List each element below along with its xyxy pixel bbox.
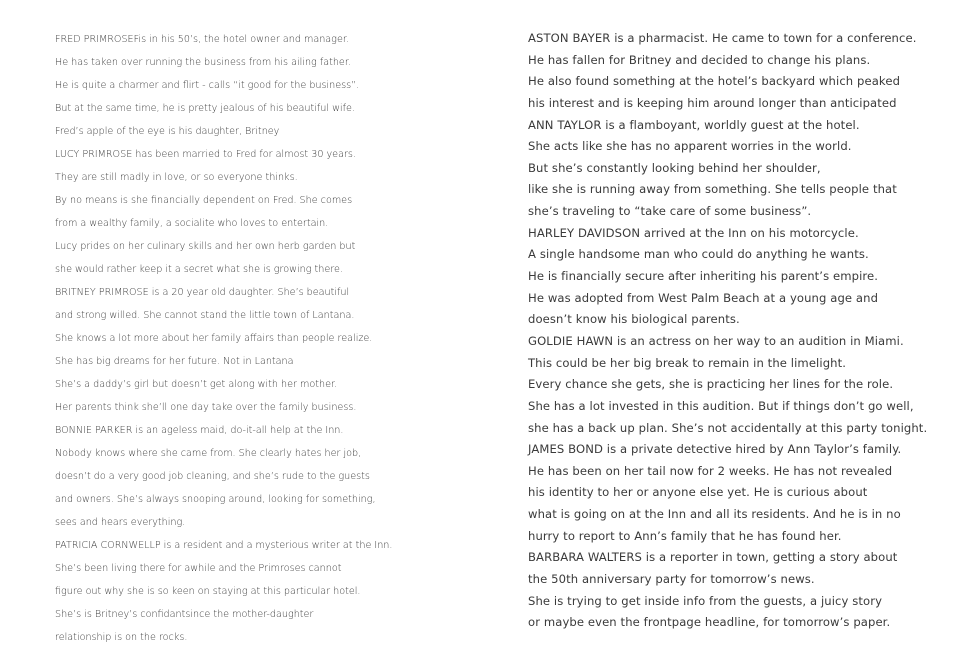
- left-line-11: she would rather keep it a secret what she is growing there.: [55, 264, 343, 276]
- left-line-13: and strong willed. She cannot stand the little town of Lantana.: [55, 310, 355, 322]
- left-line-18: BONNIE PARKER is an ageless maid, do-it-all help at the Inn.: [55, 425, 344, 437]
- right-line-4: his interest and is keeping him around longer than anticipated: [528, 95, 897, 110]
- right-line-2: He has fallen for Britney and decided to change his plans.: [528, 52, 871, 67]
- left-line-1: FRED PRIMROSEFis in his 50’s, the hotel owner and manager.: [55, 34, 349, 45]
- left-line-4: But at the same time, he is pretty jealous of his beautiful wife.: [55, 103, 355, 115]
- left-line-19: Nobody knows where she came from. She clearly hates her job,: [55, 448, 362, 460]
- left-line-2: He has taken over running the business from his ailing father.: [55, 57, 351, 69]
- right-line-6: She acts like she has no apparent worries in the world.: [528, 139, 852, 154]
- left-line-9: from a wealthy family, a socialite who loves to entertain.: [55, 218, 329, 230]
- left-line-17: Her parents think she’ll one day take over the family business.: [55, 402, 357, 414]
- left-line-12: BRITNEY PRIMROSE is a 20 year old daughter. She’s beautiful: [55, 287, 350, 299]
- left-line-6: LUCY PRIMROSE has been married to Fred for almost 30 years.: [55, 149, 356, 161]
- right-line-8: like she is running away from something. She tells people that: [528, 182, 897, 197]
- left-line-16: She’s a daddy’s girl but doesn’t get along with her mother.: [55, 379, 338, 391]
- right-line-23: what is going on at the Inn and all its residents. And he is in no: [528, 507, 901, 522]
- right-line-15: GOLDIE HAWN is an actress on her way to an audition in Miami.: [528, 333, 904, 348]
- right-line-18: She has a lot invested in this audition. But if things don’t go well,: [528, 398, 914, 413]
- right-page: [528, 28, 948, 664]
- left-line-15: She has big dreams for her future. Not in Lantana: [55, 356, 294, 368]
- right-line-7: But she’s constantly looking behind her shoulder,: [528, 160, 821, 175]
- left-line-5: Fred’s apple of the eye is his daughter, Britney: [55, 126, 280, 138]
- right-line-26: the 50th anniversary party for tomorrow’s news.: [528, 572, 815, 587]
- right-line-28: or maybe even the frontpage headline, for tomorrow’s paper.: [528, 615, 891, 630]
- left-line-3: He is quite a charmer and flirt - calls “it good for the business”.: [55, 80, 360, 92]
- left-line-26: She’s is Britney’s confidantsince the mother-daughter: [55, 609, 314, 621]
- left-line-23: PATRICIA CORNWELLP is a resident and a mysterious writer at the Inn.: [55, 540, 393, 552]
- left-line-21: and owners. She’s always snooping around, looking for something,: [55, 494, 376, 506]
- right-line-20: JAMES BOND is a private detective hired by Ann Taylor’s family.: [528, 442, 902, 457]
- left-line-8: By no means is she financially dependent on Fred. She comes: [55, 195, 353, 207]
- right-line-25: BARBARA WALTERS is a reporter in town, getting a story about: [528, 550, 898, 565]
- right-line-10: HARLEY DAVIDSON arrived at the Inn on his motorcycle.: [528, 225, 859, 240]
- right-line-1: ASTON BAYER is a pharmacist. He came to town for a conference.: [528, 31, 917, 45]
- left-line-14: She knows a lot more about her family affairs than people realize.: [55, 333, 373, 345]
- right-line-5: ANN TAYLOR is a flamboyant, worldly guest at the hotel.: [528, 117, 860, 132]
- left-line-20: doesn’t do a very good job cleaning, and she’s rude to the guests: [55, 471, 370, 483]
- right-line-12: He is financially secure after inheriting his parent’s empire.: [528, 269, 879, 284]
- left-line-25: figure out why she is so keen on staying at this particular hotel.: [55, 586, 361, 598]
- right-line-14: doesn’t know his biological parents.: [528, 312, 740, 327]
- left-line-22: sees and hears everything.: [55, 517, 186, 529]
- right-line-22: his identity to her or anyone else yet. He is curious about: [528, 485, 868, 500]
- right-line-19: she has a back up plan. She’s not accidentally at this party tonight.: [528, 420, 928, 435]
- right-line-21: He has been on her tail now for 2 weeks. He has not revealed: [528, 463, 893, 478]
- right-line-13: He was adopted from West Palm Beach at a young age and: [528, 290, 879, 305]
- left-line-10: Lucy prides on her culinary skills and her own herb garden but: [55, 241, 356, 253]
- right-line-11: A single handsome man who could do anything he wants.: [528, 247, 869, 262]
- left-line-7: They are still madly in love, or so everyone thinks.: [55, 172, 298, 184]
- right-line-27: She is trying to get inside info from the guests, a juicy story: [528, 593, 883, 608]
- right-line-3: He also found something at the hotel’s backyard which peaked: [528, 74, 901, 89]
- left-line-27: relationship is on the rocks.: [55, 632, 188, 644]
- right-line-16: This could be her big break to remain in the limelight.: [528, 355, 847, 370]
- right-line-24: hurry to report to Ann’s family that he has found her.: [528, 528, 842, 543]
- right-line-17: Every chance she gets, she is practicing her lines for the role.: [528, 377, 894, 392]
- left-page: [55, 28, 475, 664]
- left-line-24: She’s been living there for awhile and the Primroses cannot: [55, 563, 342, 575]
- right-line-9: she’s traveling to “take care of some business”.: [528, 204, 812, 219]
